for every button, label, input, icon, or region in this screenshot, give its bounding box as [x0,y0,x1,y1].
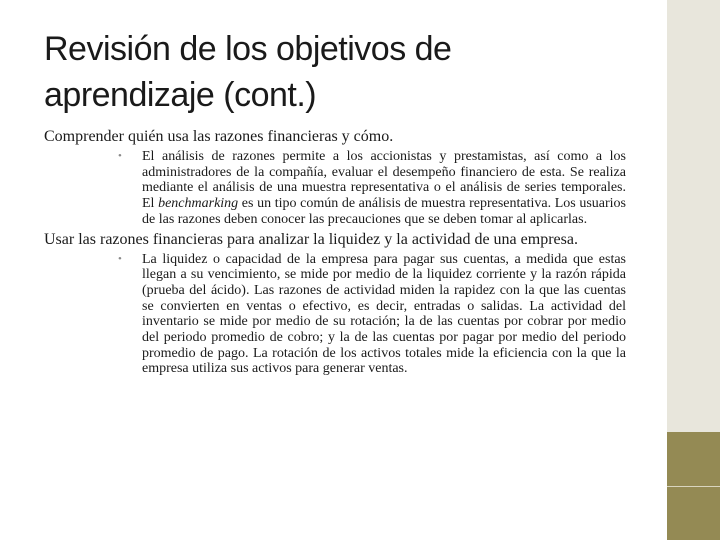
slide-title [44,26,644,118]
bullet-2 [44,231,626,249]
bullet-dot: • [118,150,122,162]
sub-bullet-1-text-b: es un tipo común de análisis de muestra representativa. Los usuarios de las razones deben conocer las precauciones que se deben tomar al aplicarlas. [142,196,626,227]
sub-bullet-1-italic: benchmarking [158,196,239,212]
bullet-dot: • [118,252,122,265]
sidebar-accent-divider [667,486,720,487]
bullet-2-text: Usar las razones financieras para analizar la liquidez y la actividad de una empresa. [44,230,578,248]
sub-bullet-2-text: La liquidez o capacidad de la empresa para pagar sus cuentas, a medida que estas llegan a su vencimiento, se mide por medio de la liquidez corriente y la razón rápida (prueba del ácido). Las razones de actividad miden la rapidez con la que las cuentas se convierten en ventas o efectivo, es decir, entradas o salidas. La actividad del inventario se mide por medio de su rotación; la de las cuentas por cobrar por medio del periodo promedio de cobro; y la de las cuentas por pagar por medio del periodo promedio de pago. La rotación de los activos totales mide la eficiencia con la que la empresa utiliza sus activos para generar ventas. [142,251,626,377]
sub-bullet-1 [118,149,626,228]
title-line-2: aprendizaje (cont.) [44,76,317,114]
slide-body [44,128,626,380]
title-line-1: Revisión de los objetivos de [44,30,452,68]
bullet-1: Comprender quién usa las razones financieras y cómo. [44,128,394,145]
sub-bullet-1-text-a: El análisis de razones permite a los accionistas y prestamistas, así como a los administradores de la compañía, evaluar el desempeño financiero de esta. Se realiza mediante el análisis de una muestra representativa o el análisis de series temporales. El [142,149,626,212]
sub-bullet-2 [118,251,626,378]
